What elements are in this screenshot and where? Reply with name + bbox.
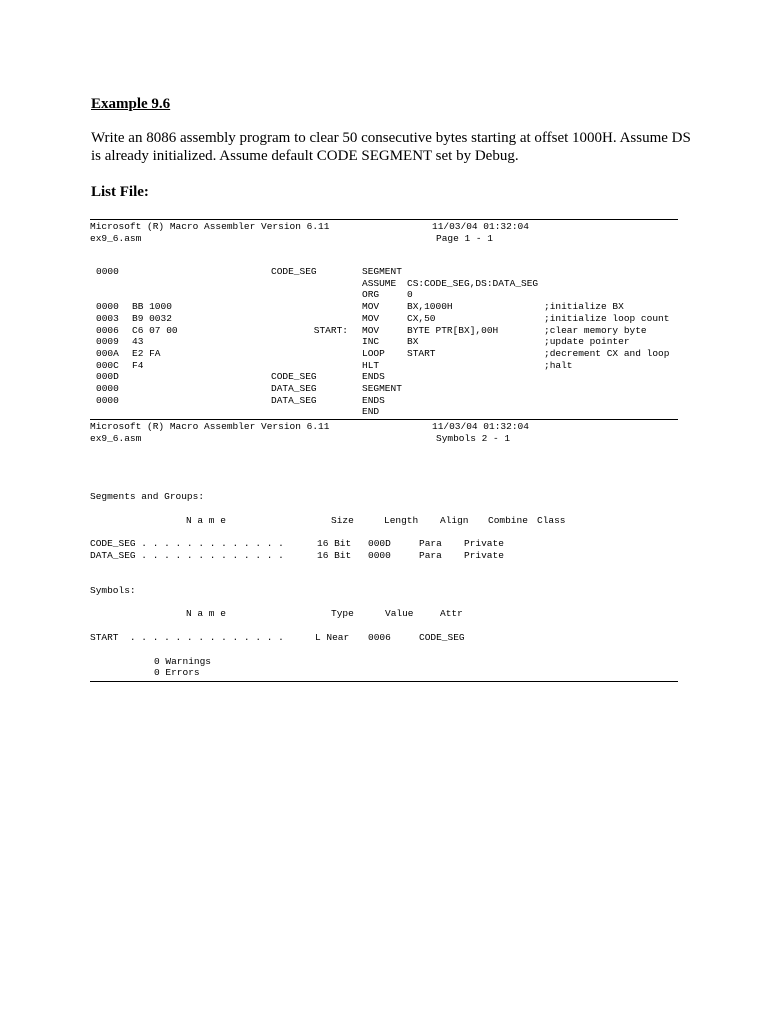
seg-col-name: N a m e	[186, 515, 226, 526]
segment-size: 16 Bit	[317, 538, 352, 549]
listing-addr: 0006	[96, 324, 119, 336]
sym-col-attr: Attr	[440, 608, 463, 619]
listing-operand: BX,1000H	[407, 301, 453, 313]
listing-op: INC	[362, 336, 380, 348]
listing-op: ENDS	[362, 371, 385, 383]
listing-operand: 0	[407, 289, 413, 301]
listing-addr: 0000	[96, 301, 119, 313]
header-datetime-2: 11/03/04 01:32:04	[432, 421, 529, 432]
listing-comment: ;update pointer	[544, 336, 630, 348]
listing-addr: 0009	[96, 336, 119, 348]
listing-code: E2 FA	[132, 347, 161, 359]
listing-operand: BYTE PTR[BX],00H	[407, 324, 499, 336]
symbol-name: START . . . . . . . . . . . . . .	[90, 632, 284, 643]
errors-count: 0 Errors	[154, 667, 200, 678]
seg-col-class: Class	[537, 515, 566, 526]
listing-operand: START	[407, 347, 436, 359]
listing-label: DATA_SEG	[271, 394, 317, 406]
segments-heading: Segments and Groups:	[90, 491, 205, 502]
seg-col-length: Length	[384, 515, 419, 526]
top-rule	[90, 219, 678, 220]
listing-op: MOV	[362, 301, 380, 313]
symbols-page: Symbols 2 - 1	[436, 433, 511, 444]
listing-op: SEGMENT	[362, 383, 402, 394]
symbols-heading: Symbols:	[90, 585, 136, 596]
listing-addr: 000A	[96, 347, 119, 359]
segment-length: 0000	[368, 549, 391, 561]
listing-comment: ;initialize loop count	[544, 312, 670, 324]
listing-comment: ;decrement CX and loop	[544, 347, 670, 359]
listing-comment: ;halt	[544, 359, 573, 371]
page-number: Page 1 - 1	[436, 233, 494, 244]
listing-comment: ;initialize BX	[544, 301, 624, 313]
example-title: Example 9.6	[91, 96, 171, 112]
listing-op: END	[362, 406, 380, 418]
mid-rule	[90, 419, 678, 420]
listing-op: ORG	[362, 289, 380, 301]
listing-op: ASSUME	[362, 277, 397, 289]
listing-operand: CS:CODE_SEG,DS:DATA_SEG	[407, 277, 539, 289]
listing-op: HLT	[362, 359, 380, 371]
listing-op: MOV	[362, 312, 380, 324]
symbol-attr: CODE_SEG	[419, 632, 465, 643]
segment-name: DATA_SEG . . . . . . . . . . . . .	[90, 549, 284, 561]
listing-code: BB 1000	[132, 301, 172, 313]
file-name: ex9_6.asm	[90, 233, 142, 244]
assembler-version: Microsoft (R) Macro Assembler Version 6.11	[90, 221, 330, 232]
listing-addr: 0000	[96, 266, 119, 277]
listing-op: ENDS	[362, 394, 385, 406]
segment-combine: Private	[464, 538, 504, 549]
segment-align: Para	[419, 538, 442, 549]
symbol-type: L Near	[315, 632, 350, 643]
sym-col-name: N a m e	[186, 608, 226, 619]
listing-operand: BX	[407, 336, 419, 348]
listing-addr: 000C	[96, 359, 119, 371]
seg-col-size: Size	[331, 515, 354, 526]
listing-operand: CX,50	[407, 312, 436, 324]
segment-size: 16 Bit	[317, 549, 352, 561]
listing-code: 43	[132, 336, 144, 348]
listing-label: START:	[313, 324, 348, 336]
listing-addr: 0000	[96, 383, 119, 394]
listing-addr: 0000	[96, 394, 119, 406]
segment-combine: Private	[464, 549, 504, 561]
assembler-version-2: Microsoft (R) Macro Assembler Version 6.11	[90, 421, 330, 432]
listing-addr: 0003	[96, 312, 119, 324]
sym-col-type: Type	[331, 608, 354, 619]
listing-code: B9 0032	[132, 312, 172, 324]
sym-col-value: Value	[385, 608, 414, 619]
listing-op: SEGMENT	[362, 266, 402, 277]
file-name-2: ex9_6.asm	[90, 433, 142, 444]
listing-addr: 000D	[96, 371, 119, 383]
listing-op: MOV	[362, 324, 380, 336]
symbol-value: 0006	[368, 632, 391, 643]
listing-code: F4	[132, 359, 144, 371]
listing-label: CODE_SEG	[271, 371, 317, 383]
warnings-count: 0 Warnings	[154, 656, 212, 667]
segment-name: CODE_SEG . . . . . . . . . . . . .	[90, 538, 284, 549]
list-file-heading: List File:	[91, 184, 149, 200]
listing-label: CODE_SEG	[271, 266, 317, 277]
seg-col-combine: Combine	[488, 515, 528, 526]
problem-statement: Write an 8086 assembly program to clear 50 consecutive bytes starting at offset 1000H. Assume DS is already initialized. Assume default CODE SEGMENT set by Debug.	[91, 130, 691, 164]
listing-label: DATA_SEG	[271, 383, 317, 394]
segment-align: Para	[419, 549, 442, 561]
seg-col-align: Align	[440, 515, 469, 526]
listing-code: C6 07 00	[132, 324, 178, 336]
listing-comment: ;clear memory byte	[544, 324, 647, 336]
bottom-rule	[90, 681, 678, 682]
header-datetime: 11/03/04 01:32:04	[432, 221, 529, 232]
listing-op: LOOP	[362, 347, 385, 359]
segment-length: 000D	[368, 538, 391, 549]
